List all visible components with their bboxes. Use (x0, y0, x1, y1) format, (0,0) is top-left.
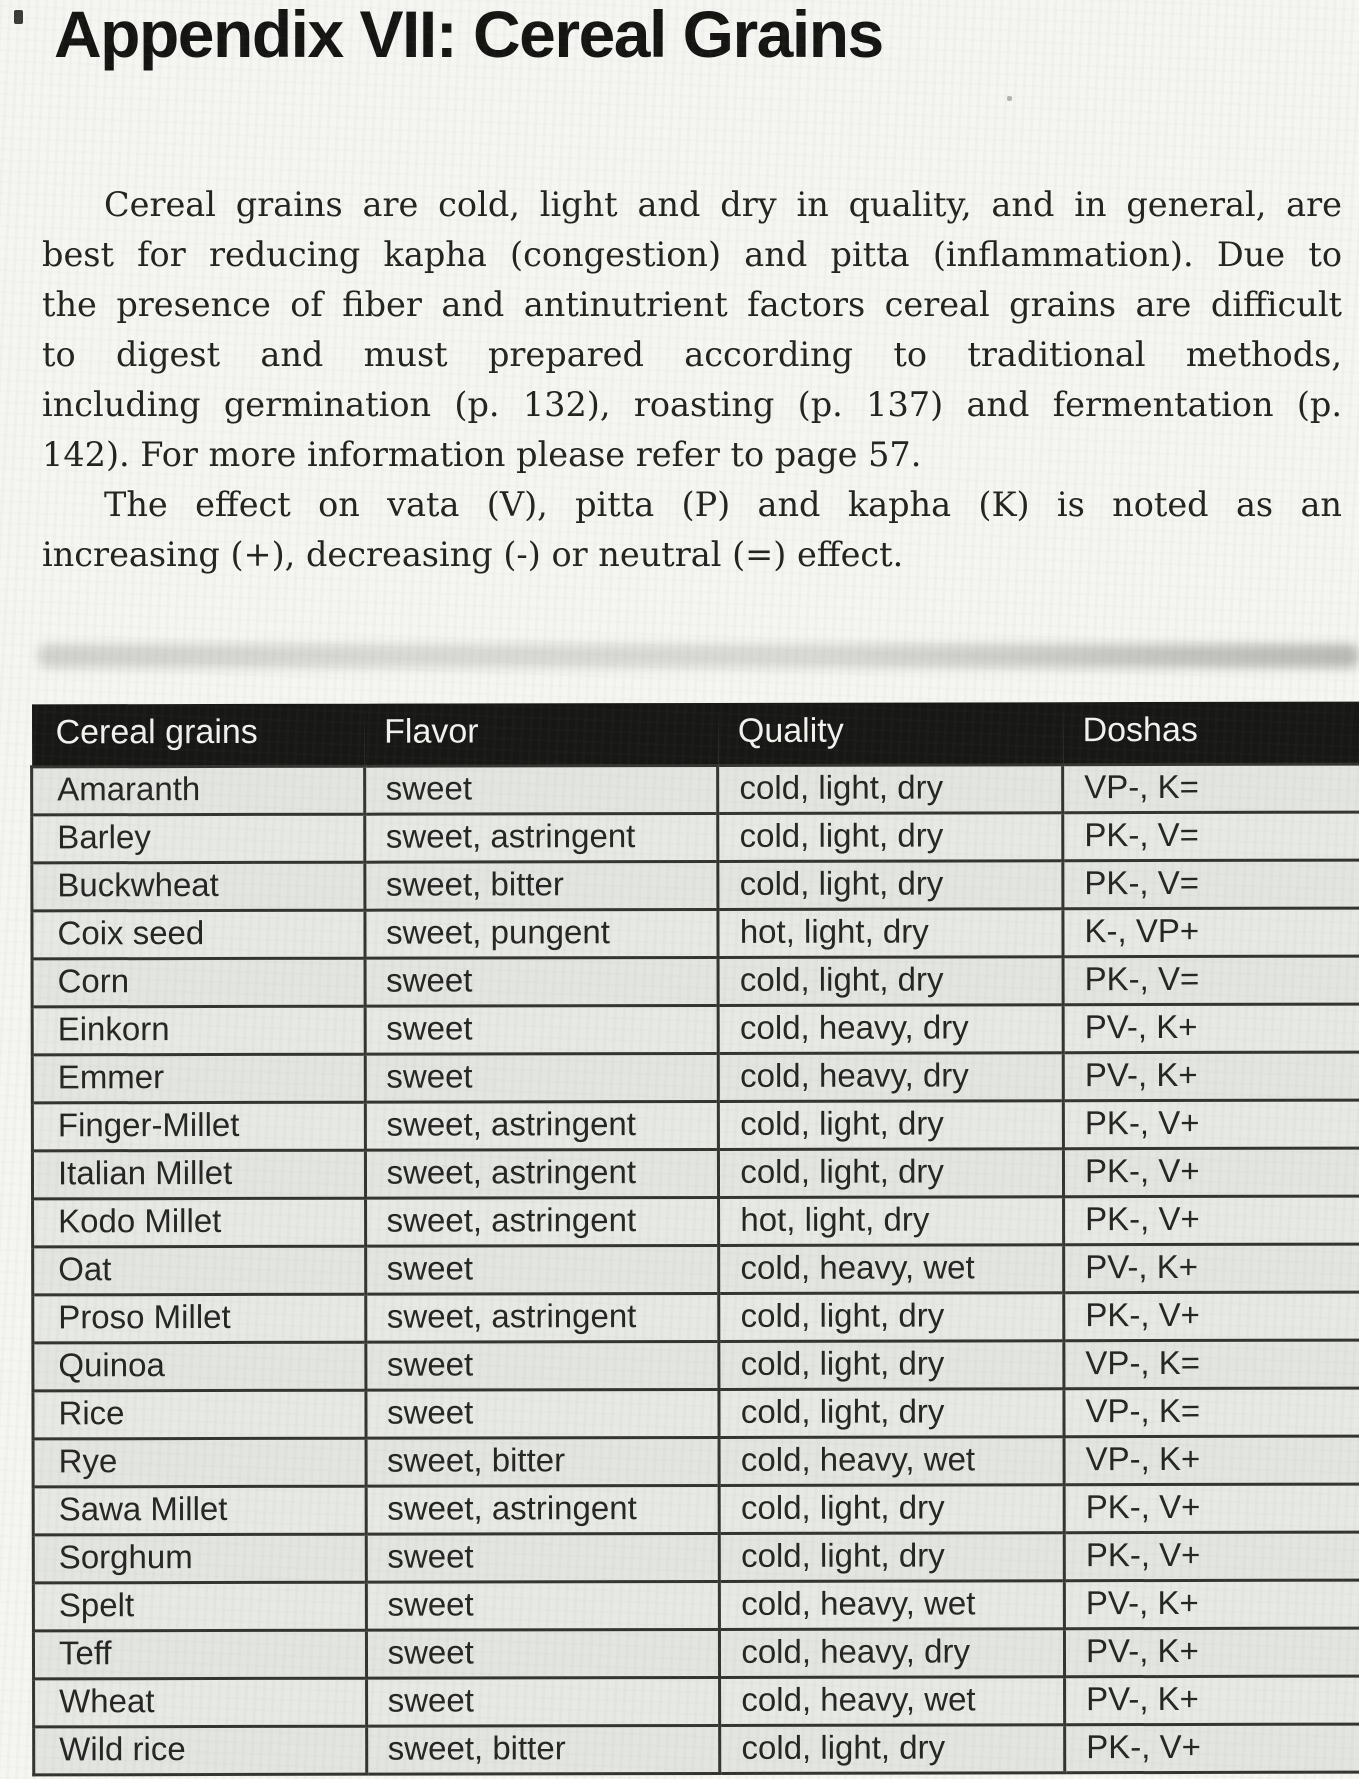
table-cell: cold, light, dry (720, 1532, 1065, 1581)
table-cell: PV-, K+ (1063, 1052, 1359, 1101)
table-cell: cold, light, dry (719, 1388, 1064, 1437)
table-cell: Barley (32, 814, 365, 863)
table-cell: PV-, K+ (1064, 1580, 1359, 1629)
table-cell: sweet, astringent (365, 1197, 719, 1246)
table-cell: Sorghum (33, 1534, 366, 1583)
table-row (33, 1484, 1359, 1535)
table-cell: sweet, astringent (365, 1101, 719, 1150)
table-cell: Amaranth (32, 766, 365, 815)
intro-line: including germination (p. 132), roasting (p. 137) and fermentation (p. (42, 385, 1342, 424)
table-cell: PV-, K+ (1064, 1244, 1359, 1293)
table-cell: PV-, K+ (1065, 1676, 1359, 1725)
table-cell: Emmer (32, 1054, 365, 1103)
table-cell: VP-, K+ (1064, 1436, 1359, 1485)
table-cell: PV-, K+ (1064, 1628, 1359, 1677)
table-body (32, 764, 1359, 1775)
table-cell: cold, heavy, dry (719, 1052, 1064, 1101)
table-cell: Corn (32, 958, 365, 1007)
table-row (32, 812, 1359, 863)
table-row (33, 1244, 1359, 1295)
table-cell: sweet, bitter (364, 861, 718, 910)
table-row (33, 1292, 1359, 1343)
table-cell: PK-, V+ (1064, 1484, 1359, 1533)
table-row (33, 1196, 1359, 1247)
table-cell: cold, heavy, wet (719, 1244, 1064, 1293)
table-cell: cold, light, dry (719, 1484, 1064, 1533)
table-cell: PK-, V+ (1064, 1292, 1359, 1341)
table-cell: Buckwheat (32, 862, 365, 911)
table-cell: sweet, bitter (366, 1437, 720, 1486)
table-cell: sweet, astringent (364, 813, 718, 862)
table-cell: cold, light, dry (719, 1292, 1064, 1341)
table-cell: cold, light, dry (718, 812, 1063, 861)
column-header: Flavor (364, 703, 718, 766)
table-row (34, 1724, 1359, 1775)
table-cell: PK-, V+ (1065, 1724, 1359, 1773)
table-row (32, 1052, 1359, 1103)
table-cell: Wild rice (34, 1726, 367, 1775)
table-row (32, 1100, 1359, 1151)
scan-speck (14, 10, 23, 24)
table-row (32, 764, 1359, 815)
table-cell: sweet, astringent (365, 1293, 719, 1342)
table-row (33, 1340, 1359, 1391)
scan-speck (1007, 96, 1012, 101)
table-row (32, 1004, 1359, 1055)
table-cell: Spelt (33, 1582, 366, 1631)
table-cell: PK-, V= (1063, 860, 1359, 909)
table-cell: Quinoa (33, 1342, 366, 1391)
table-cell: sweet (366, 1581, 720, 1630)
table-cell: sweet, astringent (365, 1149, 719, 1198)
table-cell: cold, light, dry (719, 1100, 1064, 1149)
table-row (33, 1628, 1359, 1679)
cereal-grains-table (30, 702, 1359, 1776)
table-cell: VP-, K= (1064, 1388, 1359, 1437)
table-header-row (32, 702, 1359, 767)
table-cell: Finger-Millet (32, 1102, 365, 1151)
table-cell: cold, light, dry (719, 1148, 1064, 1197)
scan-artifact (38, 644, 1359, 668)
table-row (33, 1436, 1359, 1487)
table-cell: sweet (364, 765, 718, 814)
table-cell: K-, VP+ (1063, 908, 1359, 957)
table-cell: Coix seed (32, 910, 365, 959)
table-cell: Rye (33, 1438, 366, 1487)
table-cell: sweet, bitter (366, 1725, 720, 1774)
table-cell: cold, light, dry (718, 860, 1063, 909)
table-cell: sweet (365, 957, 719, 1006)
table-row (32, 908, 1359, 959)
table-cell: cold, heavy, dry (720, 1628, 1065, 1677)
table-cell: Einkorn (32, 1006, 365, 1055)
column-header: Doshas (1063, 702, 1359, 765)
table-cell: sweet (365, 1005, 719, 1054)
intro-line: Cereal grains are cold, light and dry in quality, and in general, are (104, 185, 1342, 224)
table-cell: cold, heavy, wet (720, 1580, 1065, 1629)
table-cell: PK-, V+ (1063, 1148, 1359, 1197)
table-cell: cold, light, dry (719, 1340, 1064, 1389)
table-cell: PK-, V= (1063, 812, 1359, 861)
intro-line: best for reducing kapha (congestion) and pitta (inflammation). Due to (42, 235, 1342, 274)
table-cell: sweet (365, 1245, 719, 1294)
table-cell: PV-, K+ (1063, 1004, 1359, 1053)
table-cell: sweet, pungent (365, 909, 719, 958)
table-cell: cold, heavy, wet (720, 1676, 1065, 1725)
intro-line: 142). For more information please refer to page 57. (42, 435, 922, 474)
table-cell: cold, light, dry (718, 764, 1063, 813)
intro-line: to digest and must prepared according to traditional methods, (42, 335, 1342, 374)
table-row (33, 1532, 1359, 1583)
table-cell: Wheat (34, 1678, 367, 1727)
table-cell: sweet (366, 1629, 720, 1678)
table-cell: PK-, V+ (1064, 1532, 1359, 1581)
table-row (32, 1148, 1359, 1199)
table-cell: sweet (365, 1053, 719, 1102)
table-row (34, 1676, 1359, 1727)
table-cell: sweet (366, 1389, 720, 1438)
table-cell: PK-, V+ (1064, 1196, 1359, 1245)
table-row (33, 1580, 1359, 1631)
intro-line: The effect on vata (V), pitta (P) and kapha (K) is noted as an (104, 485, 1342, 524)
table-cell: cold, light, dry (718, 956, 1063, 1005)
table-cell: Kodo Millet (33, 1198, 366, 1247)
table-cell: PK-, V+ (1063, 1100, 1359, 1149)
table-cell: sweet, astringent (366, 1485, 720, 1534)
table-cell: Proso Millet (33, 1294, 366, 1343)
table-cell: hot, light, dry (718, 908, 1063, 957)
table-cell: cold, light, dry (720, 1724, 1065, 1773)
intro-line: the presence of fiber and antinutrient factors cereal grains are difficult (42, 285, 1342, 324)
table-cell: cold, heavy, wet (719, 1436, 1064, 1485)
page-title: Appendix VII: Cereal Grains (54, 0, 883, 71)
table-cell: sweet (365, 1341, 719, 1390)
table-cell: Oat (33, 1246, 366, 1295)
column-header: Quality (718, 702, 1063, 765)
table-cell: PK-, V= (1063, 956, 1359, 1005)
table-cell: Italian Millet (32, 1150, 365, 1199)
table-cell: Teff (33, 1630, 366, 1679)
intro-text (42, 180, 1342, 580)
intro-line: increasing (+), decreasing (-) or neutral (=) effect. (42, 535, 904, 574)
table-row (32, 956, 1359, 1007)
table-cell: sweet (366, 1677, 720, 1726)
table-cell: VP-, K= (1064, 1340, 1359, 1389)
table-row (32, 860, 1359, 911)
table-cell: VP-, K= (1063, 764, 1359, 813)
table-cell: hot, light, dry (719, 1196, 1064, 1245)
table-row (33, 1388, 1359, 1439)
table-cell: cold, heavy, dry (718, 1004, 1063, 1053)
table-cell: sweet (366, 1533, 720, 1582)
table-cell: Sawa Millet (33, 1486, 366, 1535)
column-header: Cereal grains (32, 704, 365, 767)
table-cell: Rice (33, 1390, 366, 1439)
